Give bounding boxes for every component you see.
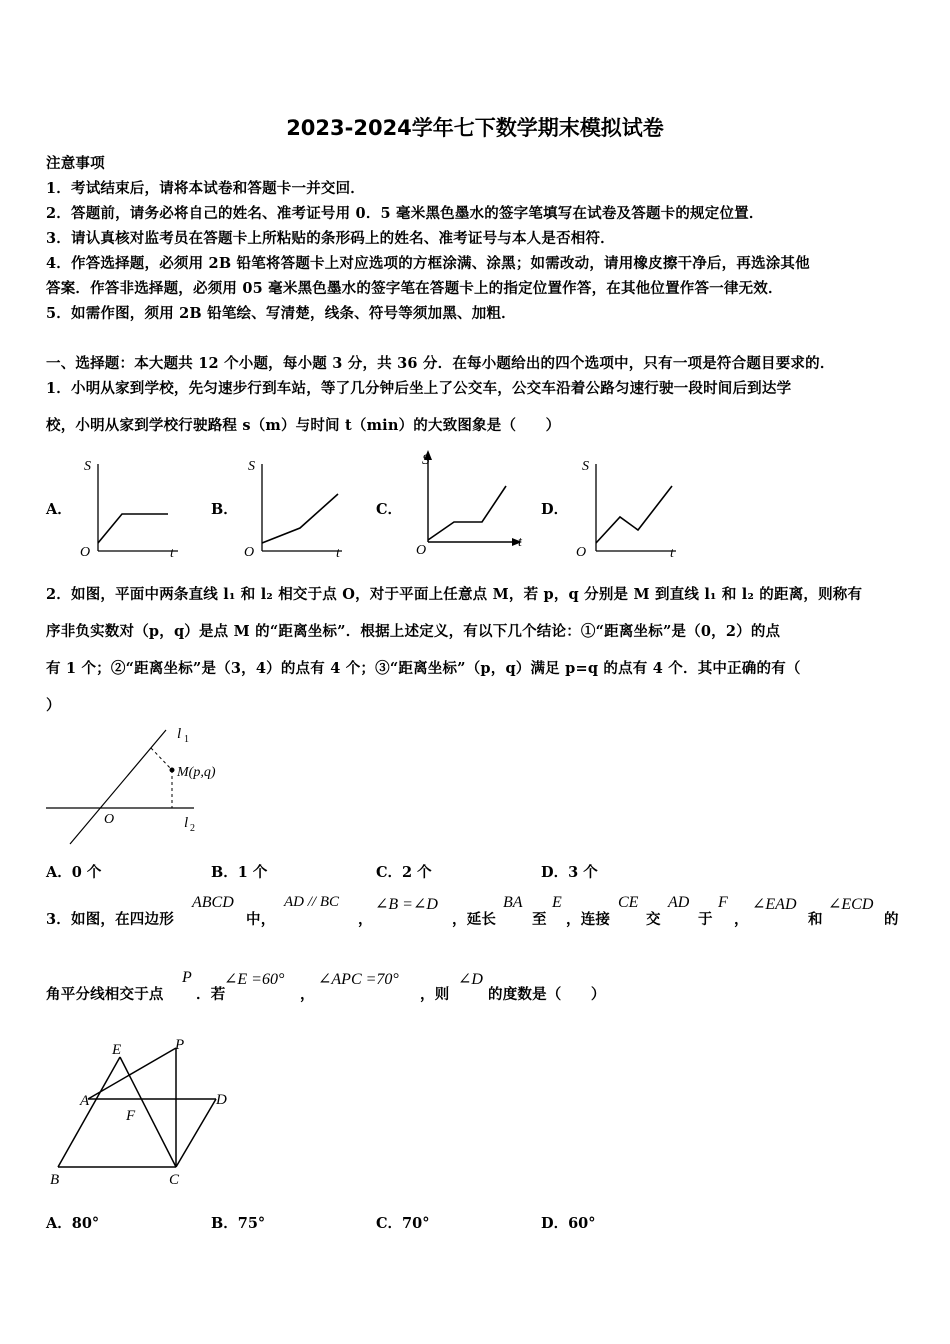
label-p: P [175,1037,185,1053]
point-m [170,768,175,773]
question-2-text: 序非负实数对（p，q）是点 M 的“距离坐标”．根据上述定义，有以下几个结论：①“距离坐标”是（0，2）的点 [46,623,781,640]
option-d-label: D． [541,501,569,518]
label-o: O [104,812,115,827]
q3-option-c: C．70° [376,1215,430,1232]
q3-math: E [552,894,562,911]
q3-text: 至 [532,911,547,928]
graph-b-curve [262,494,338,543]
label-d: D [216,1092,227,1108]
graph-c-o-label: O [416,543,427,558]
q3-math: F [718,894,728,911]
graph-c [398,446,528,562]
notice-item: 3．请认真核对监考员在答题卡上所粘贴的条形码上的姓名、准考证号与本人是否相符． [46,230,615,247]
graph-a-t-label: t [170,546,174,561]
q2-figure [44,720,264,848]
q3-text: 的 [884,911,899,928]
q3-text: ，延长 [452,911,497,928]
q3-text: 中， [246,911,276,928]
section-heading: 一、选择题：本大题共 12 个小题，每小题 3 分，共 36 分．在每小题给出的四个选项中，只有一项是符合题目要求的． [46,355,835,372]
q3-text: ，则 [420,986,450,1003]
q3-text: ，连接 [566,911,611,928]
line-l1 [70,730,166,844]
graph-d [564,456,684,564]
q3-figure [44,1034,244,1190]
label-m: M(p,q) [177,765,216,780]
q3-text: 和 [808,911,823,928]
q2-option-d: D．3 个 [541,864,598,881]
q3-text: 于 [698,911,713,928]
notice-heading: 注意事项 [46,155,105,172]
q3-option-d: D．60° [541,1215,596,1232]
q3-math: ∠ECD [828,896,874,913]
q2-option-b: B．1 个 [211,864,268,881]
q3-math: CE [618,894,639,911]
label-e: E [112,1042,122,1058]
notice-item: 2．答题前，请务必将自己的姓名、准考证号用 0．5 毫米黑色墨水的签字笔填写在试卷及答题卡的规定位置． [46,205,764,222]
question-1-text: 1．小明从家到学校，先匀速步行到车站，等了几分钟后坐上了公交车，公交车沿着公路匀速行驶一段时间后到达学 [46,380,792,397]
graph-d-t-label: t [670,546,674,561]
notice-item: 答案．作答非选择题，必须用 05 毫米黑色墨水的签字笔在答题卡上的指定位置作答，在其他位置作答一律无效． [46,280,783,297]
q3-math: ∠E =60° [224,971,285,988]
graph-b-o-label: O [244,545,255,560]
graph-b-s-label: S [248,459,255,474]
q3-text: ， [734,911,749,928]
q2-option-c: C．2 个 [376,864,432,881]
graph-c-s-label: S [422,452,430,468]
graph-d-o-label: O [576,545,587,560]
q3-option-b: B．75° [211,1215,266,1232]
question-1-text: 校，小明从家到学校行驶路程 s（m）与时间 t（min）的大致图象是（ ） [46,417,561,434]
graph-a-o-label: O [80,545,91,560]
q2-option-a: A．0 个 [46,864,102,881]
graph-a-s-label: S [84,459,91,474]
q3-math: AD [668,894,690,911]
q3-math: ∠EAD [752,896,797,913]
q3-math: AD // BC [284,894,339,910]
perpendicular-to-l1 [151,748,172,770]
graph-b [230,456,350,564]
q3-text: ．若 [196,986,226,1003]
q3-text: 3．如图，在四边形 [46,911,174,928]
q3-math: ABCD [192,894,234,911]
label-b: B [50,1172,60,1188]
q3-text: ， [358,911,373,928]
question-2-text: 2．如图，平面中两条直线 l₁ 和 l₂ 相交于点 O，对于平面上任意点 M，若 p，q 分别是 M 到直线 l₁ 和 l₂ 的距离，则称有 [46,586,863,603]
label-l2: l [184,815,189,831]
q3-text: 角平分线相交于点 [46,986,164,1003]
q3-text: 交 [646,911,661,928]
q3-math: P [182,969,192,986]
label-l1-sub: 1 [184,734,189,745]
q3-text: ， [300,986,315,1003]
graph-a [66,456,186,564]
notice-item: 5．如需作图，须用 2B 铅笔绘、写清楚，线条、符号等须加黑、加粗． [46,305,516,322]
label-f: F [126,1108,136,1124]
segment-be [58,1057,120,1167]
notice-item: 4．作答选择题，必须用 2B 铅笔将答题卡上对应选项的方框涂满、涂黑；如需改动，请用橡皮擦干净后，再选涂其他 [46,255,810,272]
label-l2-sub: 2 [190,823,195,834]
question-2-text: 有 1 个；②“距离坐标”是（3，4）的点有 4 个；③“距离坐标”（p，q）满足 p=q 的点有 4 个．其中正确的有（ [46,660,801,677]
graph-d-curve [596,486,672,543]
label-l1: l [177,726,182,742]
graph-d-s-label: S [582,459,589,474]
option-b-label: B． [211,501,238,518]
graph-c-t-label: t [518,535,522,550]
question-2-text: ） [46,697,61,714]
label-c: C [169,1172,180,1188]
notice-item: 1．考试结束后，请将本试卷和答题卡一并交回． [46,180,365,197]
option-c-label: C． [376,501,403,518]
graph-c-curve [428,486,506,540]
segment-ap [88,1048,176,1099]
q3-text: 的度数是（ ） [488,986,606,1003]
q3-math: ∠APC =70° [318,971,399,988]
q3-option-a: A．80° [46,1215,100,1232]
segment-dc [176,1099,216,1167]
graph-a-curve [98,514,168,543]
option-a-label: A． [46,501,72,518]
q3-math: ∠B =∠D [375,896,438,913]
graph-b-t-label: t [336,546,340,561]
q3-math: ∠D [458,971,483,988]
label-a: A [80,1093,90,1109]
page-title: 2023-2024学年七下数学期末模拟试卷 [286,116,664,140]
q3-math: BA [503,894,523,911]
